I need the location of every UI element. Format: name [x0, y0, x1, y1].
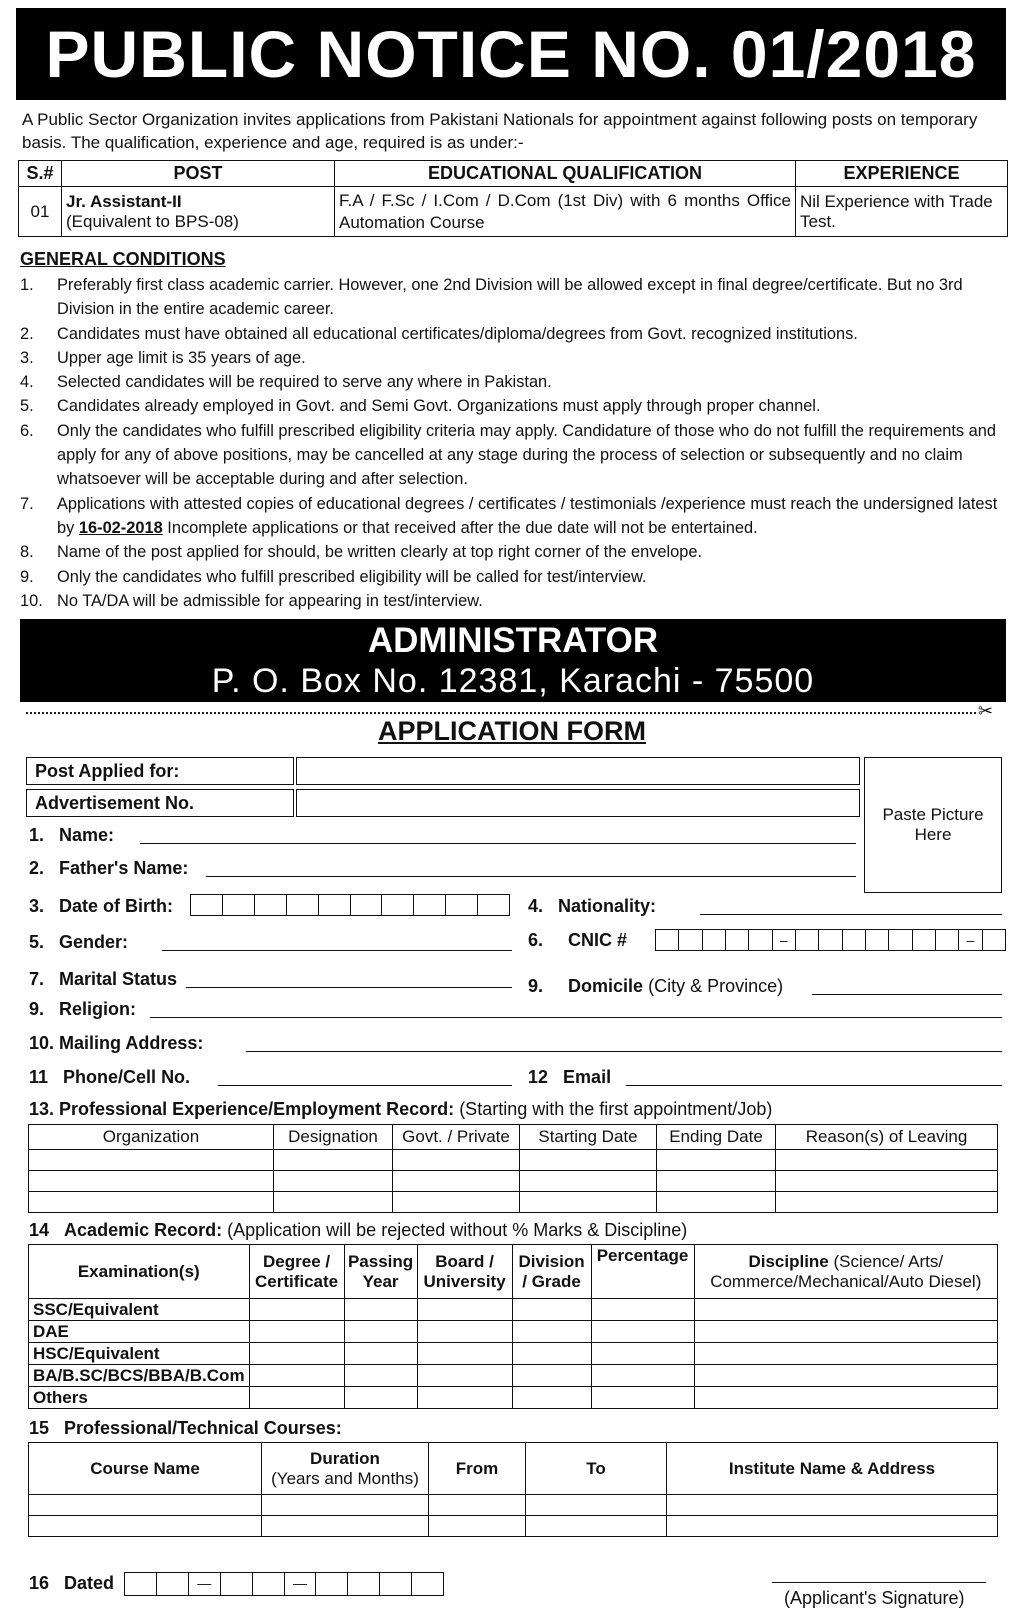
condition-item: 1. Preferably first class academic carrier. However, one 2nd Division will be allowed except in final degree/certificate. But no 3rd Division in the entire academic career. [20, 276, 963, 319]
condition-item: 2. Candidates must have obtained all educational certificates/diploma/degrees from Govt. recognized institutions. [20, 324, 858, 343]
father-name-field[interactable] [206, 876, 856, 877]
condition-item: 9. Only the candidates who fulfill prescribed eligibility will be called for test/interview. [20, 567, 647, 586]
condition-item: 6. Only the candidates who fulfill prescribed eligibility criteria may apply. Candidature of those who do not fulfill the requirements and apply for any of above positions, may be cancelled at any stage during the process of selection or subsequently and no claim whatsoever will be acceptable during and after selection. [20, 421, 997, 489]
condition-item: 7. Applications with attested copies of educational degrees / certificates / testimonials /experience must reach the undersigned latest by 16-02-2018 Incomplete applications or that received after the due date will not be entertained. [20, 494, 998, 537]
phone-field[interactable] [218, 1085, 512, 1086]
cut-line [26, 712, 976, 714]
table-row[interactable]: SSC/Equivalent [29, 1299, 998, 1321]
table-row[interactable] [29, 1192, 998, 1213]
mailing-address-label: 10. Mailing Address: [29, 1033, 204, 1053]
courses-title: 15 Professional/Technical Courses: [29, 1418, 342, 1438]
posts-header-sno: S.# [19, 161, 62, 187]
post-sno: 01 [19, 187, 62, 237]
table-row[interactable] [29, 1171, 998, 1192]
condition-item: 3. Upper age limit is 35 years of age. [20, 348, 306, 367]
acad-header-degree: Degree / Certificate [249, 1245, 344, 1299]
post-applied-input[interactable] [296, 757, 860, 785]
exp-header-end: Ending Date [657, 1125, 776, 1150]
post-experience: Nil Experience with Trade Test. [796, 187, 1008, 237]
course-header-institute: Institute Name & Address [667, 1443, 998, 1495]
administrator-banner [20, 619, 1006, 702]
course-header-name: Course Name [29, 1443, 262, 1495]
email-field[interactable] [626, 1085, 1002, 1086]
nationality-field[interactable] [700, 914, 1002, 915]
notice-title: PUBLIC NOTICE NO. 01/2018 [16, 8, 1006, 100]
posts-table [18, 160, 1008, 237]
email-label: 12 Email [528, 1067, 612, 1087]
advertisement-no-label: Advertisement No. [26, 789, 294, 817]
table-row[interactable]: DAE [29, 1321, 998, 1343]
father-name-label: 2. Father's Name: [29, 858, 189, 878]
course-header-to: To [526, 1443, 667, 1495]
condition-item: 5. Candidates already employed in Govt. and Semi Govt. Organizations must apply through proper channel. [20, 397, 821, 416]
dob-cells[interactable] [190, 894, 510, 916]
exp-header-reason: Reason(s) of Leaving [776, 1125, 998, 1150]
exp-header-designation: Designation [274, 1125, 393, 1150]
name-label: 1. Name: [29, 825, 115, 845]
course-header-from: From [429, 1443, 526, 1495]
table-row[interactable]: Others [29, 1387, 998, 1409]
courses-table [28, 1442, 998, 1537]
post-applied-label: Post Applied for: [26, 757, 294, 785]
academic-table [28, 1244, 998, 1409]
experience-table [28, 1124, 998, 1213]
exp-header-type: Govt. / Private [393, 1125, 520, 1150]
name-field[interactable] [140, 843, 856, 844]
acad-header-exam: Examination(s) [29, 1245, 250, 1299]
acad-header-discipline: Discipline (Science/ Arts/ Commerce/Mechanical/Auto Diesel) [694, 1245, 997, 1299]
post-name: Jr. Assistant-II [66, 191, 182, 211]
administrator-title: ADMINISTRATOR [367, 621, 659, 660]
condition-item: 4. Selected candidates will be required to serve any where in Pakistan. [20, 373, 552, 392]
advertisement-no-input[interactable] [296, 789, 860, 817]
condition-item: 8. Name of the post applied for should, be written clearly at top right corner of the envelope. [20, 543, 703, 562]
posts-header-post: POST [62, 161, 335, 187]
marital-status-field[interactable] [186, 987, 512, 988]
domicile-field[interactable] [812, 994, 1002, 995]
phone-label: 11 Phone/Cell No. [29, 1067, 191, 1087]
condition-item: 10. No TA/DA will be admissible for appearing in test/interview. [20, 591, 483, 610]
academic-title: 14 Academic Record: (Application will be rejected without % Marks & Discipline) [29, 1220, 688, 1240]
posts-header-qualification: EDUCATIONAL QUALIFICATION [335, 161, 796, 187]
table-row[interactable] [29, 1516, 998, 1537]
posts-header-experience: EXPERIENCE [796, 161, 1008, 187]
application-form-title: APPLICATION FORM [378, 716, 646, 746]
nationality-label: 4. Nationality: [528, 896, 657, 916]
signature-label: (Applicant's Signature) [784, 1588, 965, 1608]
post-name-cell [62, 187, 335, 237]
gender-field[interactable] [162, 950, 512, 951]
acad-header-board: Board / University [417, 1245, 512, 1299]
marital-status-label: 7. Marital Status [29, 969, 178, 989]
acad-header-division: Division / Grade [512, 1245, 591, 1299]
religion-field[interactable] [150, 1017, 1002, 1018]
administrator-address: P. O. Box No. 12381, Karachi - 75500 [211, 662, 815, 700]
table-row[interactable] [29, 1150, 998, 1171]
signature-line[interactable] [772, 1582, 986, 1583]
scissors-icon: ✂ [978, 701, 994, 721]
photo-box[interactable]: Paste Picture Here [864, 757, 1002, 893]
exp-header-organization: Organization [29, 1125, 274, 1150]
domicile-label: 9. Domicile (City & Province) [528, 976, 784, 996]
cnic-label: 6. CNIC # [528, 930, 628, 950]
acad-header-passing: Passing Year [344, 1245, 417, 1299]
dated-cells[interactable]: — — [124, 1572, 444, 1596]
dated-label: 16 Dated [29, 1573, 115, 1593]
course-header-duration: Duration (Years and Months) [262, 1443, 429, 1495]
experience-title: 13. Professional Experience/Employment Record: (Starting with the first appointment/Job) [29, 1099, 773, 1119]
exp-header-start: Starting Date [520, 1125, 657, 1150]
last-date: 16-02-2018 [78, 518, 163, 537]
mailing-address-field[interactable] [246, 1051, 1002, 1052]
conditions-title: GENERAL CONDITIONS [20, 249, 226, 269]
table-row[interactable]: BA/B.SC/BCS/BBA/B.Com [29, 1365, 998, 1387]
post-qualification: F.A / F.Sc / I.Com / D.Com (1st Div) with 6 months Office Automation Course [335, 187, 796, 237]
cnic-cells[interactable]: – – [655, 929, 1006, 951]
dob-label: 3. Date of Birth: [29, 896, 174, 916]
conditions-list [20, 273, 1010, 613]
post-grade: (Equivalent to BPS-08) [66, 211, 239, 231]
notice-intro: A Public Sector Organization invites applications from Pakistani Nationals for appointment against following posts on temporary basis. The qualification, experience and age, required is as under:- [22, 110, 978, 152]
table-row[interactable] [29, 1495, 998, 1516]
gender-label: 5. Gender: [29, 932, 129, 952]
religion-label: 9. Religion: [29, 999, 137, 1019]
acad-header-percentage: Percentage [591, 1245, 694, 1299]
table-row[interactable]: HSC/Equivalent [29, 1343, 998, 1365]
